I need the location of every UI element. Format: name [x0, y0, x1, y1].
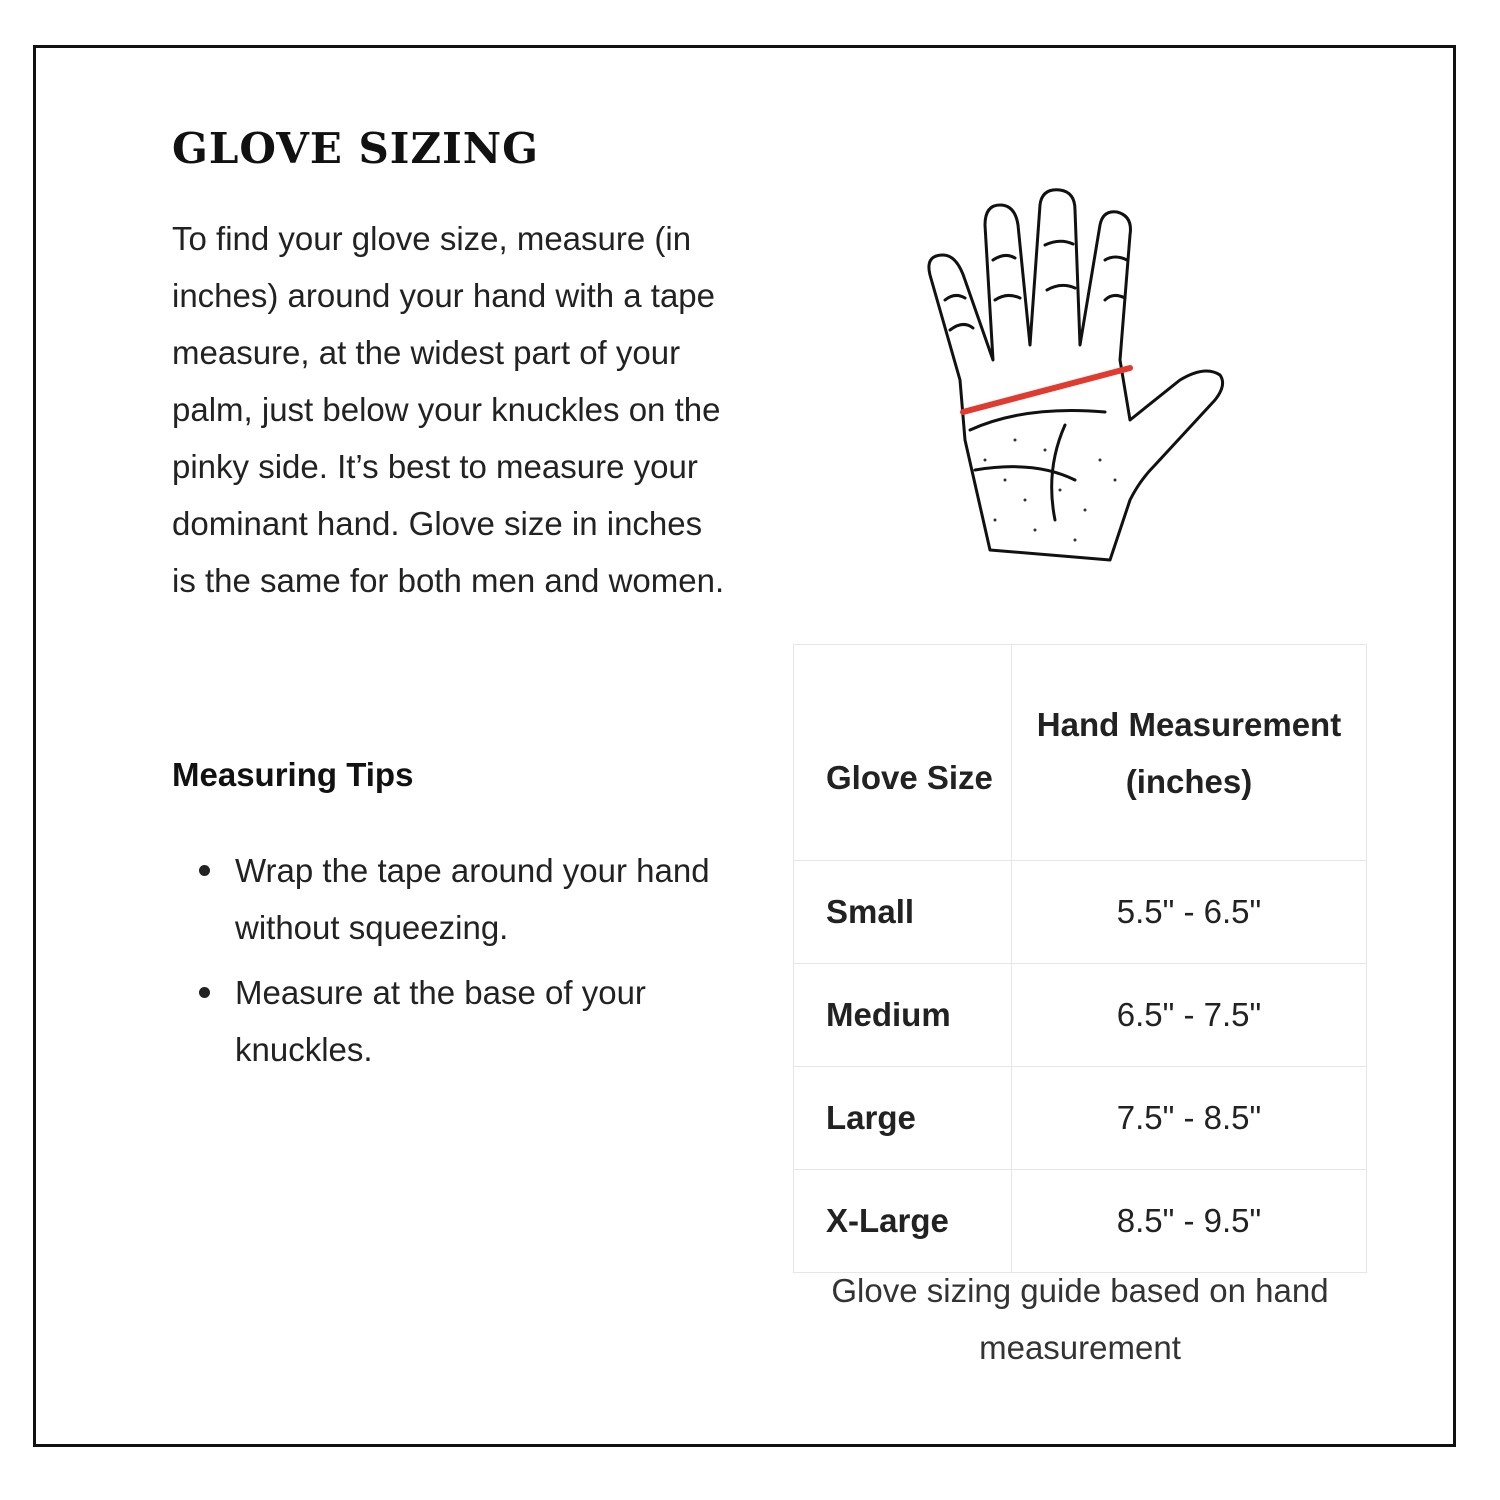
table-row: [794, 1067, 1367, 1170]
tips-heading: Measuring Tips: [172, 756, 414, 793]
measurement-cell: 7.5" - 8.5": [1012, 1067, 1367, 1170]
list-item: [172, 964, 732, 1078]
measurement-cell: 6.5" - 7.5": [1012, 964, 1367, 1067]
table-caption: Glove sizing guide based on hand measurement: [831, 1272, 1329, 1366]
size-cell: Large: [794, 1067, 1012, 1170]
measurement-cell: 5.5" - 6.5": [1012, 861, 1367, 964]
list-item: [172, 842, 732, 956]
size-cell: Medium: [794, 964, 1012, 1067]
intro-paragraph: To find your glove size, measure (in inches) around your hand with a tape measure, at the widest part of your palm, just below your knuckles on the pinky side. It’s best to measure your dominant hand. Glove size in inches is the same for both men and women.: [172, 220, 725, 599]
bullet-icon: [199, 865, 210, 876]
measure-line: [963, 368, 1130, 412]
header-hand-measurement: Hand Measurement (inches): [1012, 645, 1367, 861]
tip-text: Wrap the tape around your hand without squeezing.: [235, 852, 710, 946]
page-title: GLOVE SIZING: [172, 124, 540, 173]
measurement-cell: 8.5" - 9.5": [1012, 1170, 1367, 1273]
hand-palm-illustration-icon: [915, 180, 1245, 580]
size-table: [793, 644, 1367, 1273]
hand-svg: [915, 180, 1245, 580]
bullet-icon: [199, 987, 210, 998]
table-header-row: [794, 645, 1367, 861]
tip-text: Measure at the base of your knuckles.: [235, 974, 646, 1068]
table-row: [794, 1170, 1367, 1273]
size-cell: Small: [794, 861, 1012, 964]
tips-list: [172, 842, 732, 1086]
table-row: [794, 861, 1367, 964]
size-cell: X-Large: [794, 1170, 1012, 1273]
table-row: [794, 964, 1367, 1067]
header-glove-size: Glove Size: [794, 645, 1012, 861]
